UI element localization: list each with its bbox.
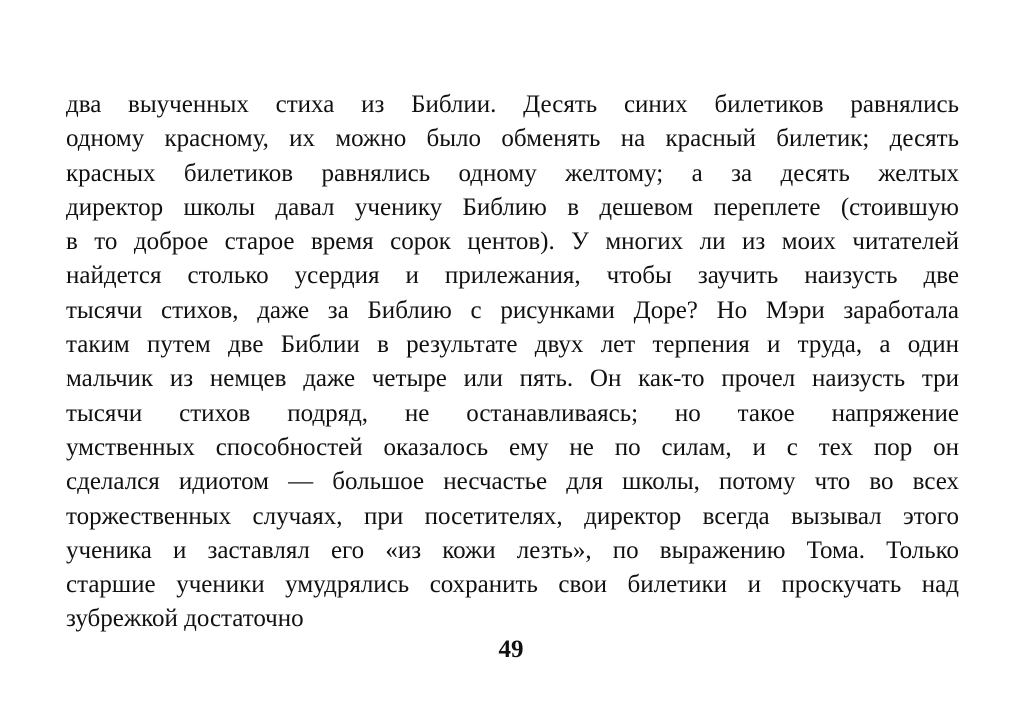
text-line: тысячи стихов, даже за Библию с рисунками Доре? Но Мэри заработала	[66, 296, 959, 324]
text-line: найдется столько усердия и прилежания, чтобы заучить наизусть две	[66, 262, 959, 290]
text-line: одному красному, их можно было обменять на красный билетик; десять	[66, 125, 959, 153]
text-line: таким путем две Библии в результате двух лет терпения и труда, а один	[66, 331, 959, 359]
text-line: сделался идиотом — большое несчастье для школы, потому что во всех	[66, 468, 959, 496]
text-line-last: зубрежкой достаточно	[66, 605, 304, 633]
text-line: директор школы давал ученику Библию в дешевом переплете (стоившую	[66, 193, 959, 221]
page-number: 49	[498, 636, 524, 663]
text-line: старшие ученики умудрялись сохранить свои билетики и проскучать над	[66, 571, 959, 599]
text-line: в то доброе старое время сорок центов). У многих ли из моих читателей	[66, 228, 959, 256]
text-line: торжественных случаях, при посетителях, директор всегда вызывал этого	[66, 502, 959, 530]
text-line: ученика и заставлял его «из кожи лезть», по выражению Тома. Только	[66, 536, 959, 564]
text-line: два выученных стиха из Библии. Десять синих билетиков равнялись	[66, 91, 959, 118]
body-text	[66, 88, 959, 637]
text-line: красных билетиков равнялись одному желтому; а за десять желтых	[66, 159, 959, 187]
text-line: мальчик из немцев даже четыре или пять. Он как-то прочел наизусть три	[66, 365, 959, 393]
text-line: тысячи стихов подряд, не останавливаясь; но такое напряжение	[66, 399, 959, 427]
text-line: умственных способностей оказалось ему не по силам, и с тех пор он	[66, 433, 959, 461]
